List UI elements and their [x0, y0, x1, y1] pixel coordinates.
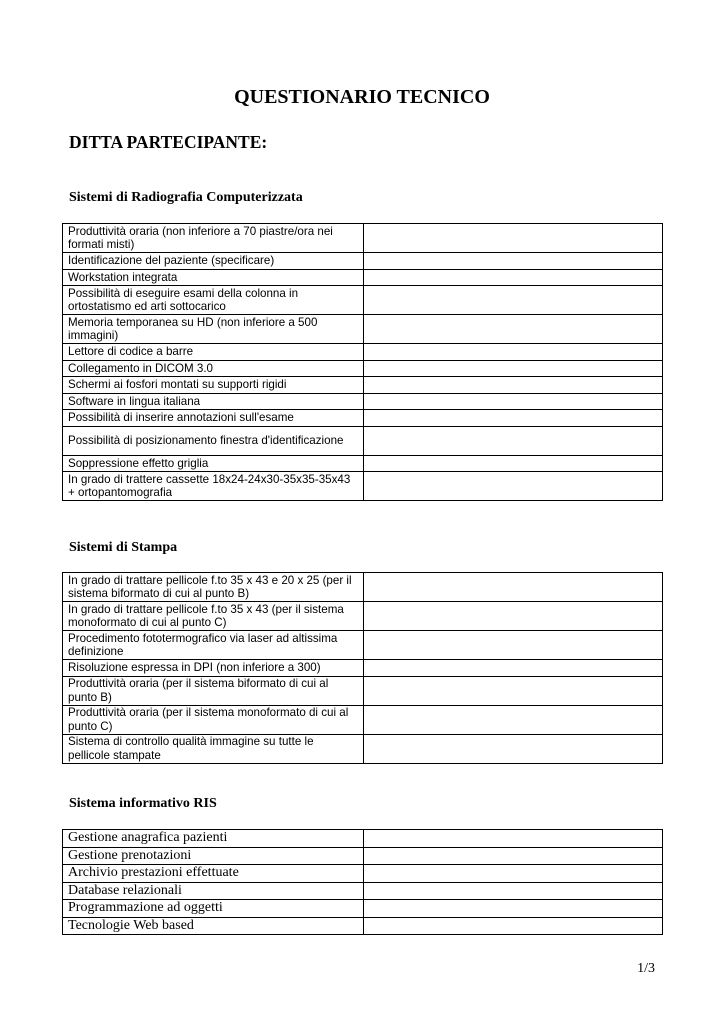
- answer-cell[interactable]: [364, 676, 663, 705]
- table-row: [63, 377, 663, 394]
- answer-cell[interactable]: [364, 705, 663, 734]
- row-label: Programmazione ad oggetti: [63, 900, 364, 918]
- answer-cell[interactable]: [364, 631, 663, 660]
- row-label: In grado di trattare pellicole f.to 35 x 43 e 20 x 25 (per il sistema biformato di cui al punto B): [63, 573, 364, 602]
- table-row: [63, 573, 663, 602]
- table-row: [63, 631, 663, 660]
- row-label: In grado di trattere cassette 18x24-24x30-35x35-35x43 + ortopantomografia: [63, 472, 364, 501]
- answer-cell[interactable]: [364, 269, 663, 286]
- answer-cell[interactable]: [364, 224, 663, 253]
- row-label: Produttività oraria (non inferiore a 70 piastre/ora nei formati misti): [63, 224, 364, 253]
- page-number: 1/3: [637, 961, 655, 976]
- table-row: [63, 410, 663, 427]
- answer-cell[interactable]: [364, 393, 663, 410]
- table-radiografia: [62, 223, 663, 501]
- row-label: Schermi ai fosfori montati su supporti rigidi: [63, 377, 364, 394]
- table-row: [63, 602, 663, 631]
- section-heading-ris: Sistema informativo RIS: [69, 796, 217, 811]
- answer-cell[interactable]: [364, 315, 663, 344]
- answer-cell[interactable]: [364, 286, 663, 315]
- row-label: Lettore di codice a barre: [63, 344, 364, 361]
- answer-cell[interactable]: [364, 865, 663, 883]
- table-row: [63, 882, 663, 900]
- answer-cell[interactable]: [364, 882, 663, 900]
- table-row: [63, 224, 663, 253]
- table-row: [63, 847, 663, 865]
- table-row: [63, 900, 663, 918]
- table-row: [63, 865, 663, 883]
- section-heading-stampa: Sistemi di Stampa: [69, 540, 178, 555]
- row-label: Sistema di controllo qualità immagine su tutte le pellicole stampate: [63, 734, 364, 763]
- table-row: [63, 676, 663, 705]
- row-label: Archivio prestazioni effettuate: [63, 865, 364, 883]
- answer-cell[interactable]: [364, 917, 663, 935]
- answer-cell[interactable]: [364, 573, 663, 602]
- row-label: Possibilità di inserire annotazioni sull'esame: [63, 410, 364, 427]
- page-title: QUESTIONARIO TECNICO: [234, 86, 490, 108]
- answer-cell[interactable]: [364, 900, 663, 918]
- answer-cell[interactable]: [364, 472, 663, 501]
- table-row: [63, 253, 663, 270]
- row-label: Memoria temporanea su HD (non inferiore a 500 immagini): [63, 315, 364, 344]
- answer-cell[interactable]: [364, 602, 663, 631]
- table-row: [63, 660, 663, 677]
- table-row: [63, 472, 663, 501]
- answer-cell[interactable]: [364, 455, 663, 472]
- row-label: Procedimento fototermografico via laser ad altissima definizione: [63, 631, 364, 660]
- row-label: Produttività oraria (per il sistema monoformato di cui al punto C): [63, 705, 364, 734]
- table-row: [63, 286, 663, 315]
- row-label: Possibilità di posizionamento finestra d'identificazione: [63, 426, 364, 455]
- table-stampa: [62, 572, 663, 764]
- row-label: Gestione anagrafica pazienti: [63, 830, 364, 848]
- table-row: [63, 315, 663, 344]
- answer-cell[interactable]: [364, 830, 663, 848]
- row-label: Soppressione effetto griglia: [63, 455, 364, 472]
- answer-cell[interactable]: [364, 426, 663, 455]
- answer-cell[interactable]: [364, 734, 663, 763]
- table-row: [63, 426, 663, 455]
- row-label: Workstation integrata: [63, 269, 364, 286]
- answer-cell[interactable]: [364, 360, 663, 377]
- row-label: Risoluzione espressa in DPI (non inferiore a 300): [63, 660, 364, 677]
- row-label: Possibilità di eseguire esami della colonna in ortostatismo ed arti sottocarico: [63, 286, 364, 315]
- row-label: Produttività oraria (per il sistema biformato di cui al punto B): [63, 676, 364, 705]
- table-row: [63, 360, 663, 377]
- answer-cell[interactable]: [364, 660, 663, 677]
- table-row: [63, 917, 663, 935]
- table-row: [63, 455, 663, 472]
- table-row: [63, 344, 663, 361]
- table-ris: [62, 829, 663, 935]
- row-label: In grado di trattare pellicole f.to 35 x 43 (per il sistema monoformato di cui al punto C): [63, 602, 364, 631]
- table-row: [63, 830, 663, 848]
- company-label: DITTA PARTECIPANTE:: [69, 132, 268, 152]
- answer-cell[interactable]: [364, 410, 663, 427]
- row-label: Gestione prenotazioni: [63, 847, 364, 865]
- row-label: Software in lingua italiana: [63, 393, 364, 410]
- section-heading-radiografia: Sistemi di Radiografia Computerizzata: [69, 190, 303, 205]
- table-row: [63, 705, 663, 734]
- table-row: [63, 734, 663, 763]
- answer-cell[interactable]: [364, 344, 663, 361]
- table-row: [63, 269, 663, 286]
- answer-cell[interactable]: [364, 377, 663, 394]
- answer-cell[interactable]: [364, 253, 663, 270]
- table-row: [63, 393, 663, 410]
- row-label: Collegamento in DICOM 3.0: [63, 360, 364, 377]
- row-label: Identificazione del paziente (specificare): [63, 253, 364, 270]
- row-label: Database relazionali: [63, 882, 364, 900]
- answer-cell[interactable]: [364, 847, 663, 865]
- row-label: Tecnologie Web based: [63, 917, 364, 935]
